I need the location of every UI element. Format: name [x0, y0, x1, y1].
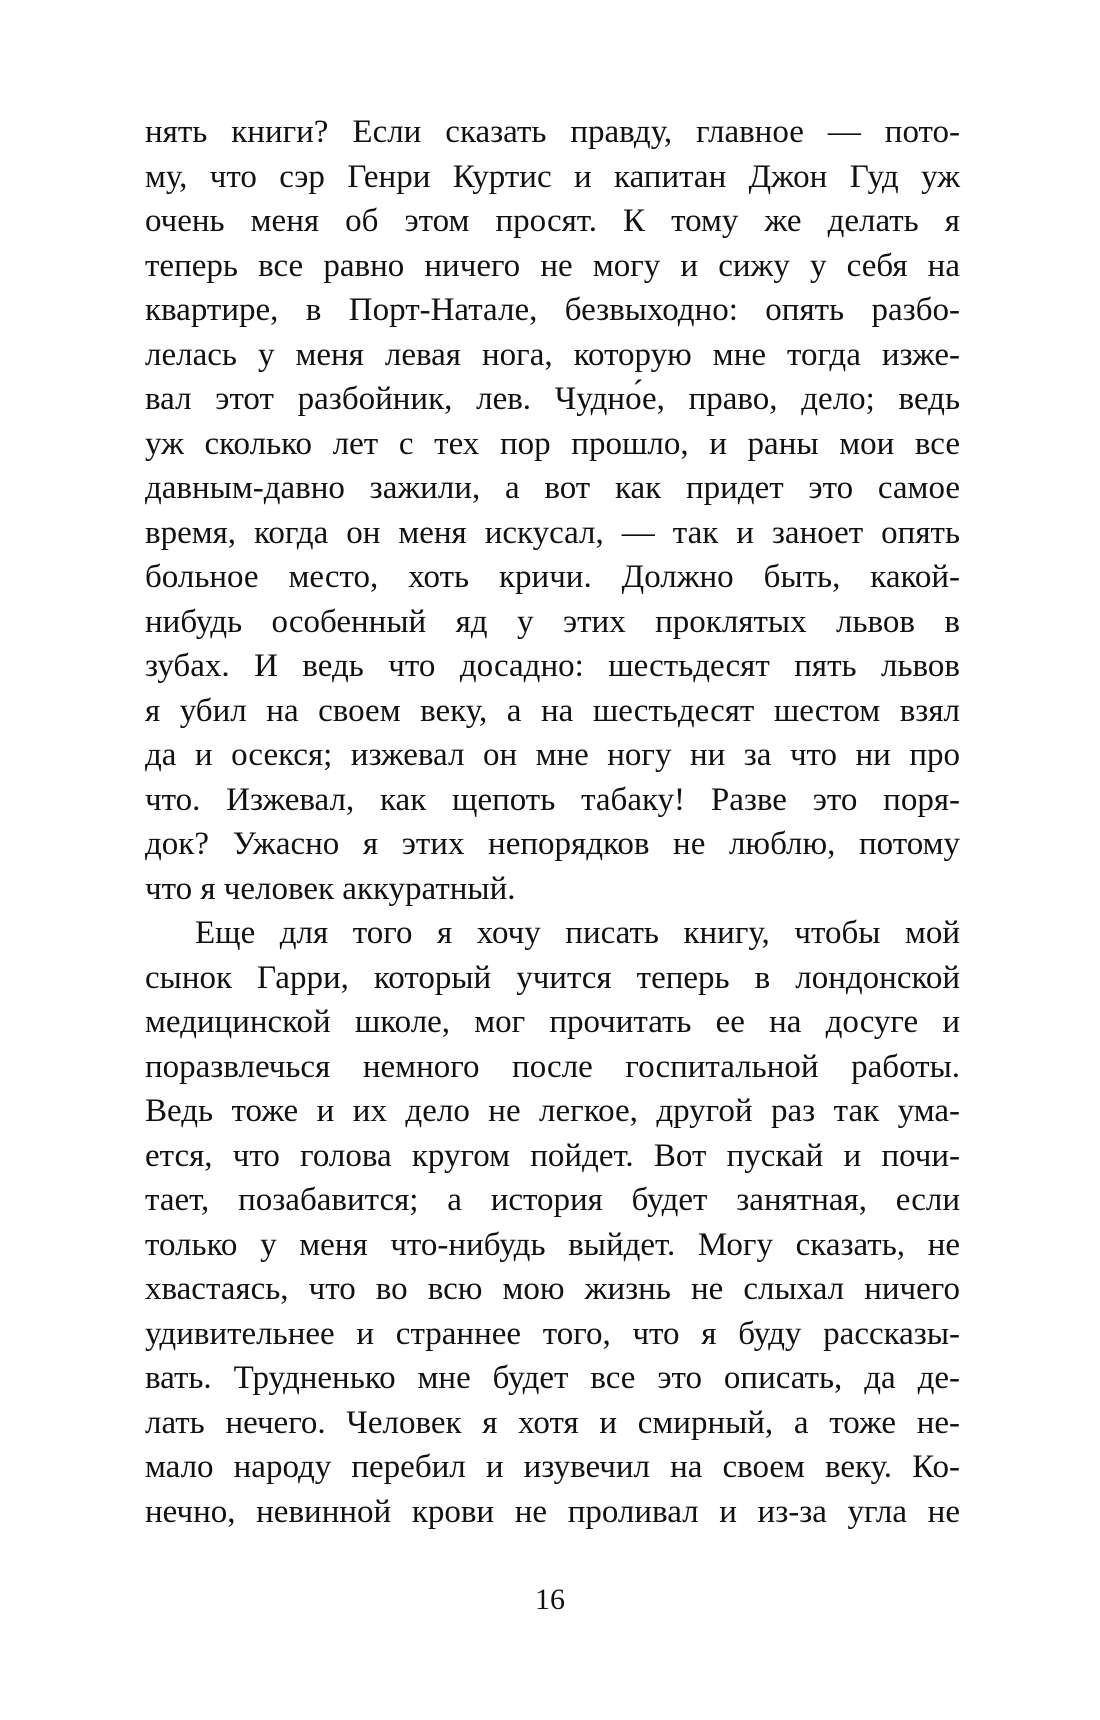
- text-line: что. Изжевал, как щепоть табаку! Разве это поря-: [145, 781, 960, 818]
- text-line: мало народу перебил и изувечил на своем веку. Ко-: [145, 1449, 960, 1485]
- text-line: тает, позабавится; а история будет занятная, если: [145, 1182, 960, 1218]
- text-line: удивительнее и страннее того, что я буду рассказы-: [145, 1315, 960, 1352]
- text-line: док? Ужасно я этих непорядков не люблю, потому: [145, 826, 960, 862]
- text-line: Ведь тоже и их дело не легкое, другой раз так ума-: [145, 1093, 960, 1129]
- paragraph-end-line: что я человек аккуратный.: [145, 870, 516, 907]
- text-line: уж сколько лет с тех пор прошло, и раны мои все: [145, 425, 960, 462]
- text-line: поразвлечься немного после госпитальной работы.: [145, 1048, 960, 1085]
- text-line: зубах. И ведь что досадно: шестьдесят пять львов: [145, 648, 960, 684]
- text-line: да и осекся; изжевал он мне ногу ни за что ни про: [145, 737, 960, 773]
- text-line: теперь все равно ничего не могу и сижу у себя на: [145, 247, 960, 284]
- text-line: медицинской школе, мог прочитать ее на досуге и: [145, 1004, 960, 1040]
- text-line: му, что сэр Генри Куртис и капитан Джон Гуд уж: [145, 158, 960, 195]
- paragraph-start-line: Еще для того я хочу писать книгу, чтобы мой: [195, 915, 960, 951]
- text-line: хвастаясь, что во всю мою жизнь не слыхал ничего: [145, 1271, 960, 1307]
- page-number: 16: [535, 1583, 565, 1616]
- text-line: лелась у меня левая нога, которую мне тогда изже-: [145, 336, 960, 373]
- text-line: нять книги? Если сказать правду, главное — пото-: [145, 114, 960, 150]
- text-line: нечно, невинной крови не проливал и из-за угла не: [145, 1493, 960, 1530]
- text-line: только у меня что-нибудь выйдет. Могу сказать, не: [145, 1226, 960, 1263]
- text-line: давным-давно зажили, а вот как придет это самое: [145, 470, 960, 506]
- text-line: вал этот разбойник, лев. Чудно́е, право, дело; ведь: [145, 381, 960, 417]
- body-text: [145, 110, 960, 1534]
- text-line: очень меня об этом просят. К тому же делать я: [145, 203, 960, 239]
- text-line: лать нечего. Человек я хотя и смирный, а тоже не-: [145, 1404, 960, 1441]
- text-line: нибудь особенный яд у этих проклятых львов в: [145, 603, 960, 640]
- text-line: сынок Гарри, который учится теперь в лондонской: [145, 959, 960, 996]
- text-line: ется, что голова кругом пойдет. Вот пускай и почи-: [145, 1137, 960, 1174]
- text-line: больное место, хоть кричи. Должно быть, какой-: [145, 559, 960, 595]
- text-line: вать. Трудненько мне будет все это описать, да де-: [145, 1360, 960, 1396]
- text-line: я убил на своем веку, а на шестьдесят шестом взял: [145, 692, 960, 729]
- text-line: время, когда он меня искусал, — так и заноет опять: [145, 514, 960, 551]
- text-line: квартире, в Порт-Натале, безвыходно: опять разбо-: [145, 292, 960, 328]
